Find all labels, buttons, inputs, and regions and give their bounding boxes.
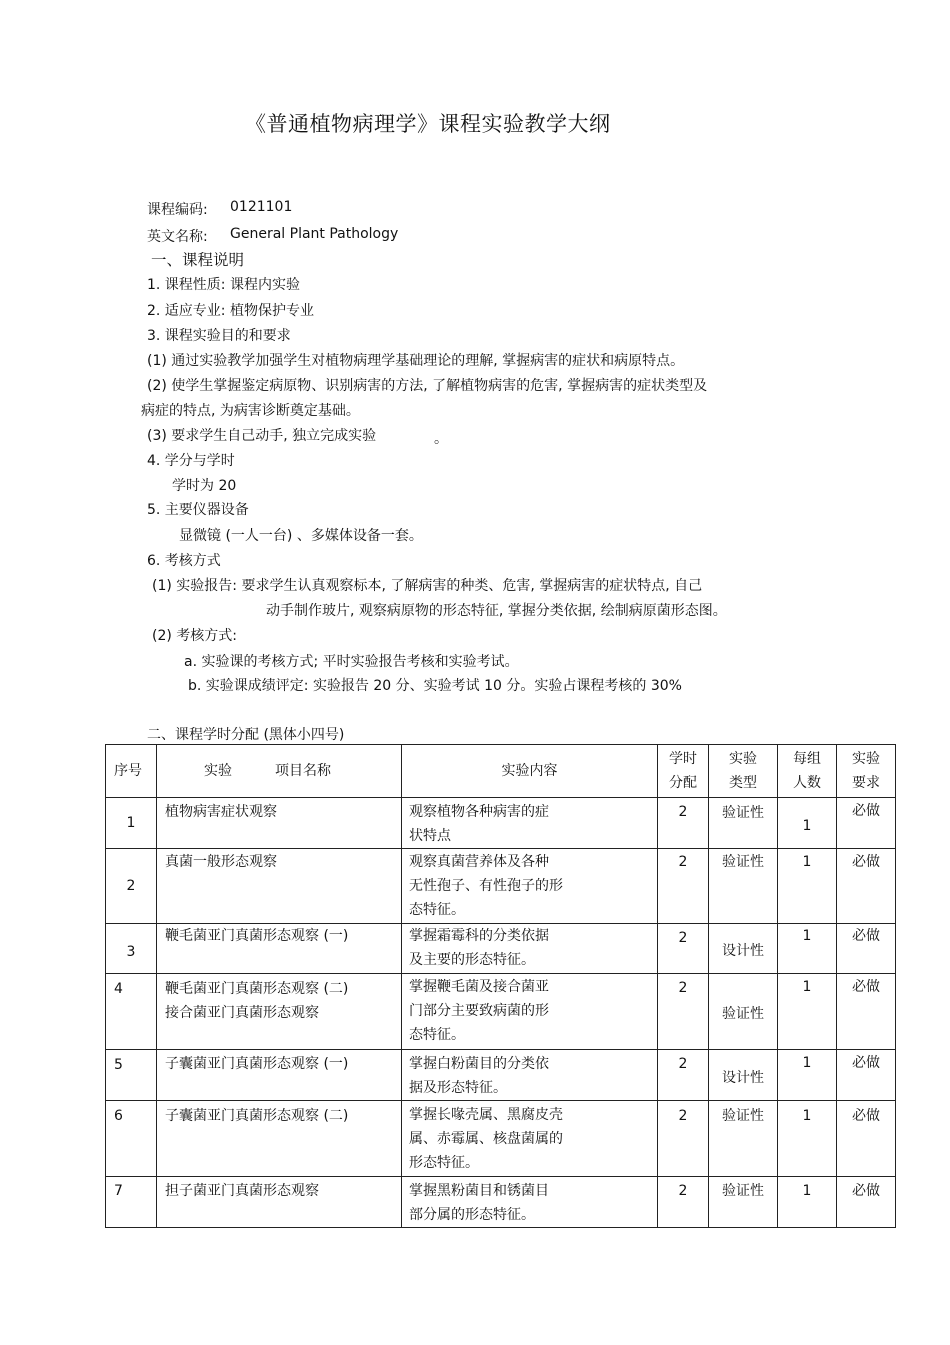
row-group: 1 xyxy=(778,1101,837,1177)
course-code: 0121101 xyxy=(230,199,293,215)
row-req: 必做 xyxy=(837,1050,896,1101)
goal-3-end: 。 xyxy=(434,431,448,447)
table-row xyxy=(106,798,896,849)
row-group: 1 xyxy=(778,849,837,924)
row-no: 4 xyxy=(106,974,157,1050)
row-type: 设计性 xyxy=(709,1050,778,1101)
row-group: 1 xyxy=(778,1177,837,1228)
row-name: 子囊菌亚门真菌形态观察 (一) xyxy=(157,1050,402,1101)
table-row xyxy=(106,1177,896,1228)
row-req: 必做 xyxy=(837,798,896,849)
course-code-label: 课程编码: xyxy=(147,202,208,218)
row-hours: 2 xyxy=(658,1101,709,1177)
row-req: 必做 xyxy=(837,924,896,974)
assessment-1-line-2: 动手制作玻片, 观察病原物的形态特征, 掌握分类依据, 绘制病原菌形态图。 xyxy=(266,603,727,619)
row-type: 验证性 xyxy=(709,1101,778,1177)
row-hours: 2 xyxy=(658,1177,709,1228)
table-row xyxy=(106,1101,896,1177)
section-1-heading: 一、课程说明 xyxy=(151,251,245,269)
row-no: 2 xyxy=(106,849,157,924)
credits-heading: 4. 学分与学时 xyxy=(147,453,235,469)
row-group: 1 xyxy=(778,924,837,974)
page-title: 《普通植物病理学》课程实验教学大纲 xyxy=(245,112,611,136)
row-content: 掌握霜霉科的分类依据 及主要的形态特征。 xyxy=(402,924,658,974)
row-no: 7 xyxy=(106,1177,157,1228)
row-no: 6 xyxy=(106,1101,157,1177)
table-row xyxy=(106,974,896,1050)
english-name: General Plant Pathology xyxy=(230,226,399,242)
header-no: 序号 xyxy=(106,745,157,798)
header-name: 实验 项目名称 xyxy=(157,745,402,798)
header-type: 实验 类型 xyxy=(709,745,778,798)
goal-3: (3) 要求学生自己动手, 独立完成实验 xyxy=(147,428,377,444)
row-req: 必做 xyxy=(837,849,896,924)
row-type: 验证性 xyxy=(709,1177,778,1228)
row-req: 必做 xyxy=(837,974,896,1050)
row-hours: 2 xyxy=(658,1050,709,1101)
row-content: 观察植物各种病害的症 状特点 xyxy=(402,798,658,849)
row-content: 观察真菌营养体及各种 无性孢子、有性孢子的形 态特征。 xyxy=(402,849,658,924)
row-hours: 2 xyxy=(658,974,709,1050)
row-type: 验证性 xyxy=(709,849,778,924)
section-2-heading: 二、课程学时分配 (黑体小四号) xyxy=(147,727,345,743)
row-no: 1 xyxy=(106,798,157,849)
table-row xyxy=(106,849,896,924)
row-no: 5 xyxy=(106,1050,157,1101)
header-content: 实验内容 xyxy=(402,745,658,798)
hours-table xyxy=(105,744,896,1228)
row-content: 掌握长喙壳属、黑腐皮壳 属、赤霉属、核盘菌属的 形态特征。 xyxy=(402,1101,658,1177)
table-row xyxy=(106,1050,896,1101)
goals-heading: 3. 课程实验目的和要求 xyxy=(147,328,291,344)
table-header-row xyxy=(106,745,896,798)
applicable-major: 2. 适应专业: 植物保护专业 xyxy=(147,303,314,319)
assessment-heading: 6. 考核方式 xyxy=(147,553,221,569)
assessment-2-a: a. 实验课的考核方式; 平时实验报告考核和实验考试。 xyxy=(184,654,519,670)
header-req: 实验 要求 xyxy=(837,745,896,798)
row-group: 1 xyxy=(778,1050,837,1101)
goal-1: (1) 通过实验教学加强学生对植物病理学基础理论的理解, 掌握病害的症状和病原特点。 xyxy=(147,353,685,369)
header-group: 每组 人数 xyxy=(778,745,837,798)
row-content: 掌握白粉菌目的分类依 据及形态特征。 xyxy=(402,1050,658,1101)
row-type: 验证性 xyxy=(709,798,778,849)
row-name: 植物病害症状观察 xyxy=(157,798,402,849)
row-name: 真菌一般形态观察 xyxy=(157,849,402,924)
row-type: 验证性 xyxy=(709,974,778,1050)
row-type: 设计性 xyxy=(709,924,778,974)
equipment: 显微镜 (一人一台) 、多媒体设备一套。 xyxy=(179,528,423,544)
assessment-2-b: b. 实验课成绩评定: 实验报告 20 分、实验考试 10 分。实验占课程考核的 30% xyxy=(188,678,682,694)
goal-2-line-1: (2) 使学生掌握鉴定病原物、识别病害的方法, 了解植物病害的危害, 掌握病害的症状类型及 xyxy=(147,378,708,394)
course-nature: 1. 课程性质: 课程内实验 xyxy=(147,277,300,293)
assessment-2: (2) 考核方式: xyxy=(152,628,237,644)
assessment-1-line-1: (1) 实验报告: 要求学生认真观察标本, 了解病害的种类、危害, 掌握病害的症状特点, 自己 xyxy=(152,578,703,594)
row-no: 3 xyxy=(106,924,157,974)
row-name: 担子菌亚门真菌形态观察 xyxy=(157,1177,402,1228)
row-content: 掌握黑粉菌目和锈菌目 部分属的形态特征。 xyxy=(402,1177,658,1228)
row-hours: 2 xyxy=(658,849,709,924)
row-name: 子囊菌亚门真菌形态观察 (二) xyxy=(157,1101,402,1177)
table-row xyxy=(106,924,896,974)
row-name: 鞭毛菌亚门真菌形态观察 (二) 接合菌亚门真菌形态观察 xyxy=(157,974,402,1050)
goal-2-line-2: 病症的特点, 为病害诊断奠定基础。 xyxy=(141,403,360,419)
row-hours: 2 xyxy=(658,924,709,974)
row-hours: 2 xyxy=(658,798,709,849)
header-hours: 学时 分配 xyxy=(658,745,709,798)
hours: 学时为 20 xyxy=(172,478,237,494)
row-name: 鞭毛菌亚门真菌形态观察 (一) xyxy=(157,924,402,974)
row-group: 1 xyxy=(778,974,837,1050)
equipment-heading: 5. 主要仪器设备 xyxy=(147,502,249,518)
row-req: 必做 xyxy=(837,1177,896,1228)
row-group: 1 xyxy=(778,798,837,849)
row-content: 掌握鞭毛菌及接合菌亚 门部分主要致病菌的形 态特征。 xyxy=(402,974,658,1050)
row-req: 必做 xyxy=(837,1101,896,1177)
english-name-label: 英文名称: xyxy=(147,229,208,245)
